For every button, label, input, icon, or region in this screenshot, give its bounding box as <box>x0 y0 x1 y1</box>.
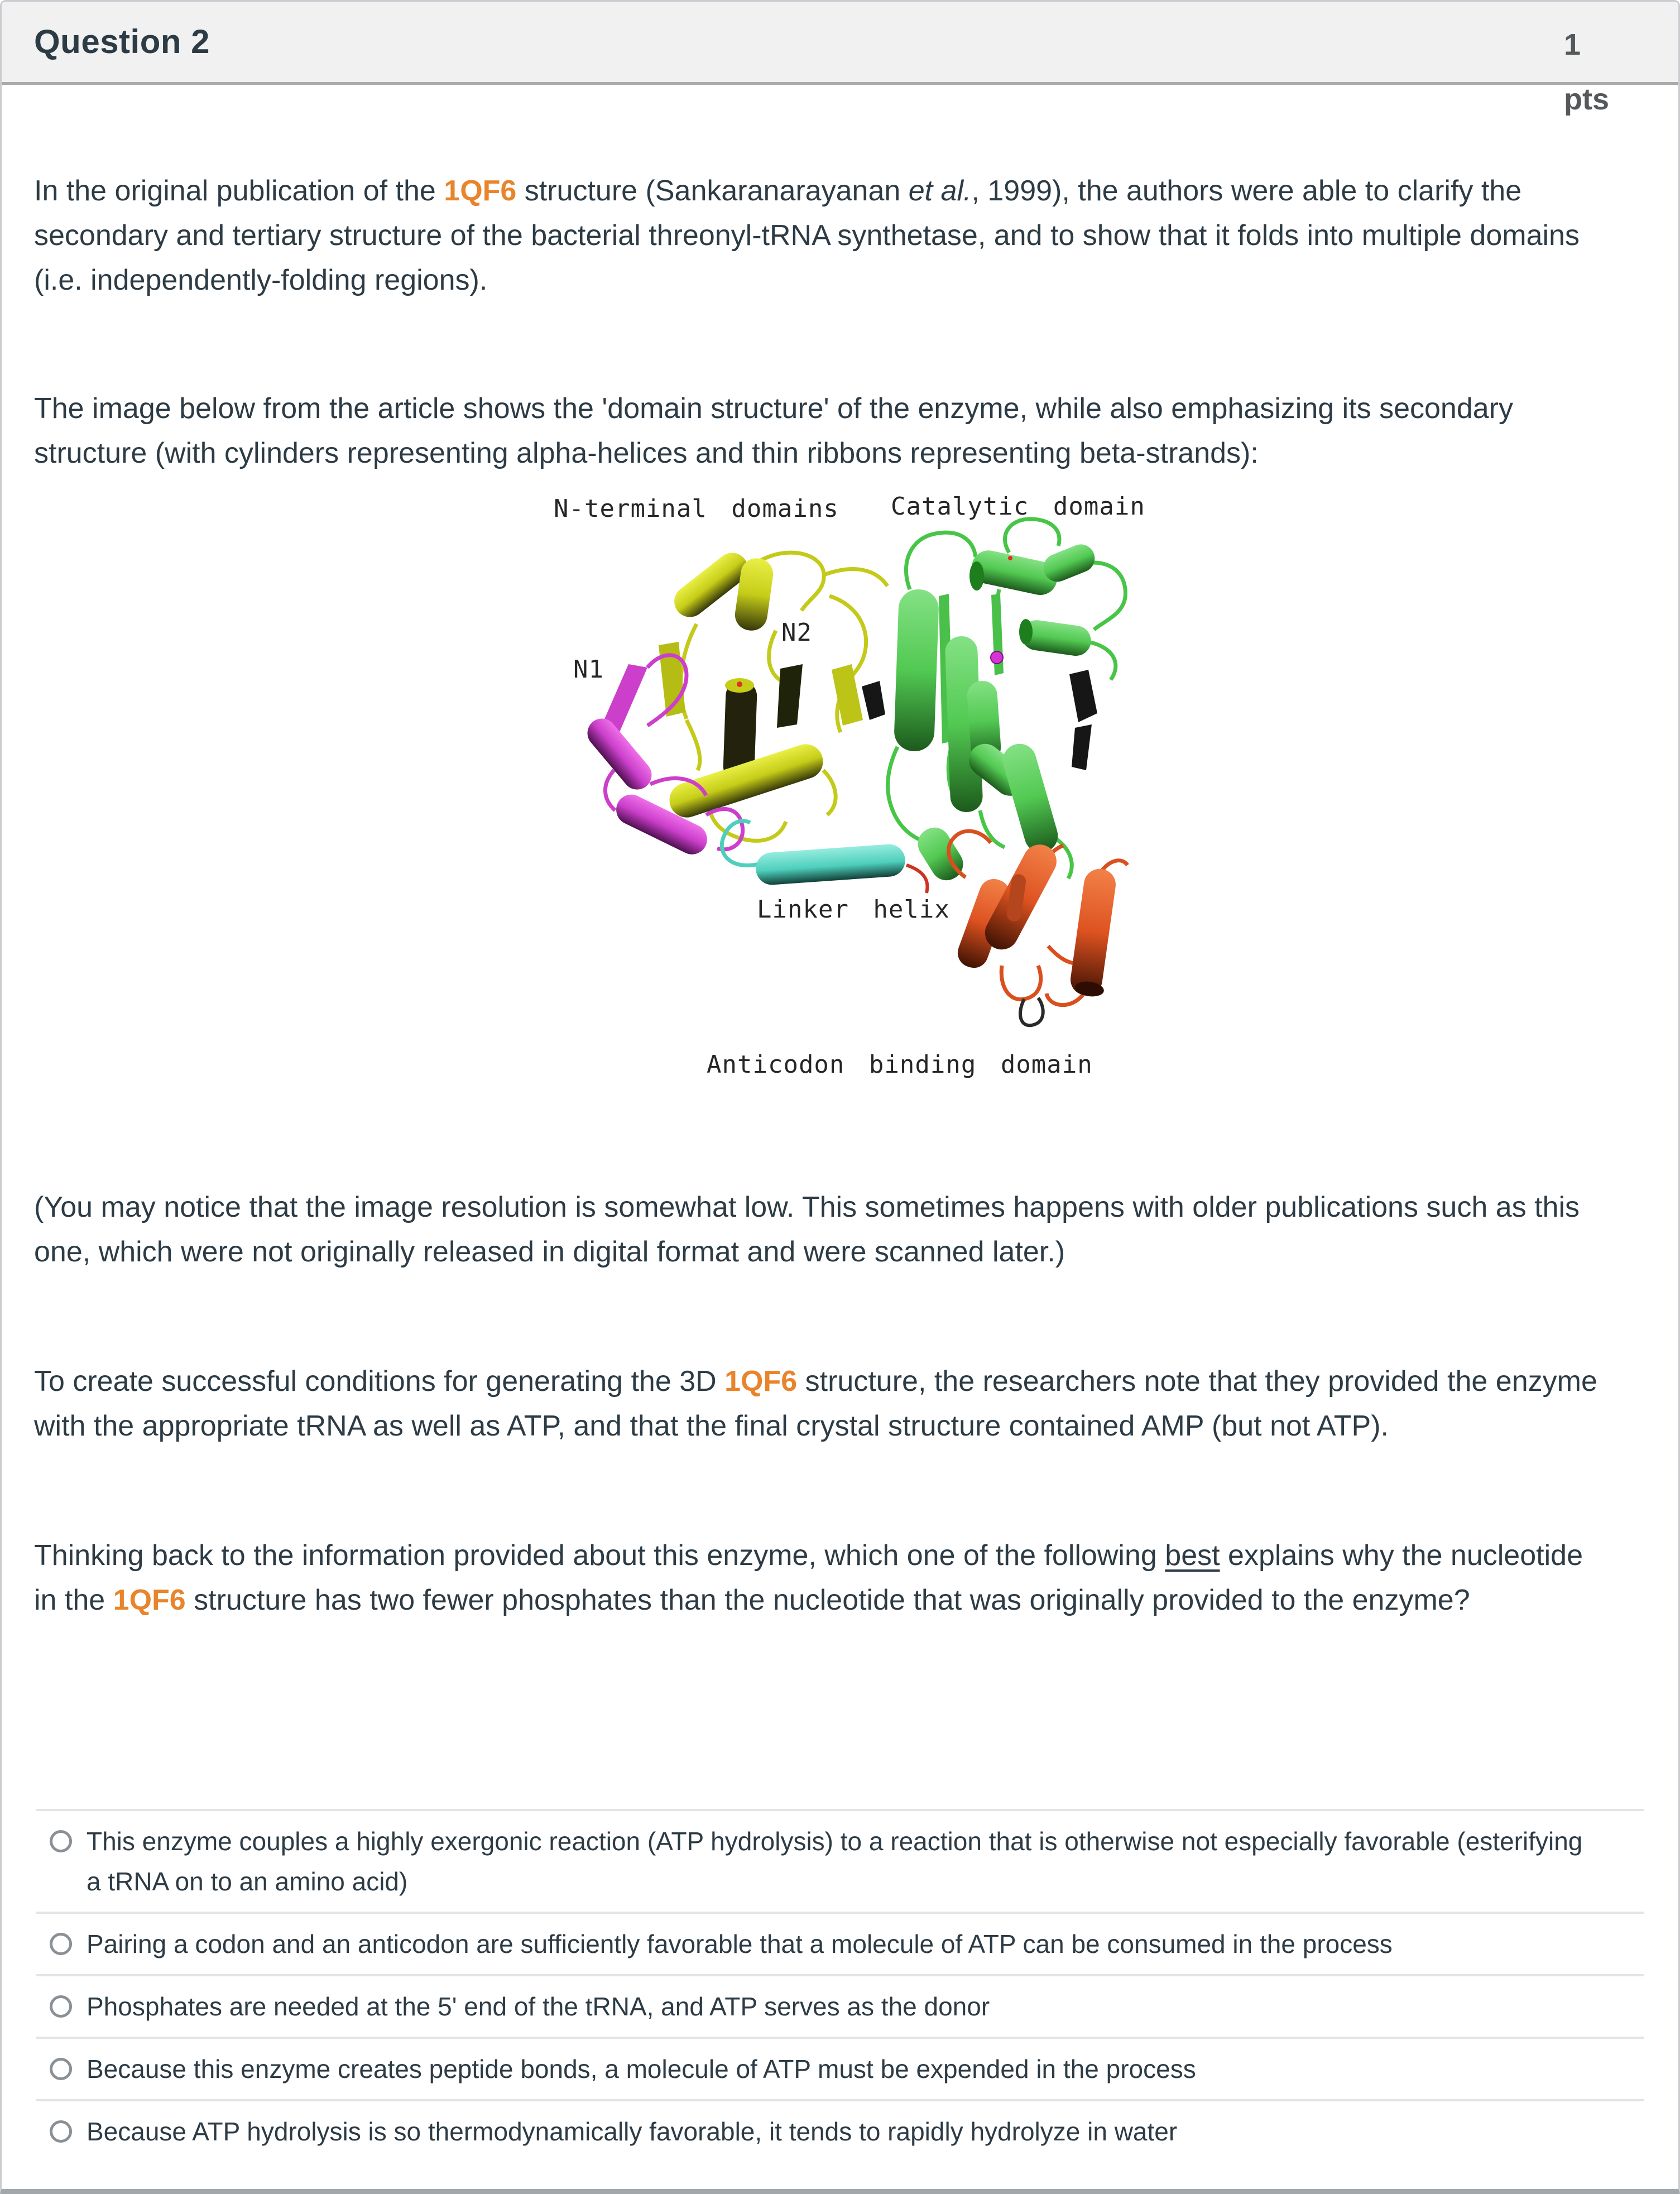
option-1-label[interactable]: This enzyme couples a highly exergonic reaction (ATP hydrolysis) to a reaction that is otherwise not especially favorable (esterifying a tRNA on to an amino acid) <box>87 1827 1583 1896</box>
metal-ion-sphere <box>991 651 1003 664</box>
question-points: 1 pts <box>1564 28 1609 116</box>
text-segment: best <box>1165 1539 1220 1572</box>
question-paragraph-4 <box>34 1359 1603 1448</box>
figure-protein-structure <box>519 480 1200 1086</box>
label-n2: N2 <box>781 618 812 647</box>
pdb-link-1qf6[interactable]: 1QF6 <box>724 1365 798 1398</box>
option-1-radio[interactable] <box>50 1830 72 1852</box>
answer-option-row <box>36 1912 1644 1974</box>
label-n1: N1 <box>573 655 604 684</box>
label-anticodon-binding-domain: Anticodon binding domain <box>707 1050 1093 1079</box>
text-segment: , 1999), the authors were able to clarify the secondary and tertiary structure of the bacterial threonyl-tRNA synthetase, and to show that it folds into multiple domains (i.e. independently-folding regions). <box>34 175 1580 296</box>
question-paragraph-3 <box>34 1185 1603 1274</box>
label-n-terminal-domains: N-terminal domains <box>554 495 839 523</box>
answer-option-row <box>36 1974 1644 2037</box>
text-segment: structure (Sankaranarayanan <box>516 175 909 207</box>
answer-option-row <box>36 1809 1644 1912</box>
n2-domain-shape <box>659 546 887 841</box>
text-segment: Thinking back to the information provided about this enzyme, which one of the following <box>34 1539 1165 1572</box>
label-linker-helix: Linker helix <box>757 895 950 924</box>
pdb-link-1qf6[interactable]: 1QF6 <box>113 1584 186 1616</box>
option-5-radio[interactable] <box>50 2120 72 2143</box>
pdb-link-1qf6[interactable]: 1QF6 <box>444 175 517 207</box>
option-3-radio[interactable] <box>50 1995 72 2018</box>
question-body <box>2 169 1678 1622</box>
option-2-radio[interactable] <box>50 1933 72 1955</box>
text-segment: structure has two fewer phosphates than the nucleotide that was originally provided to the enzyme? <box>185 1584 1470 1616</box>
catalytic-domain-shape <box>862 519 1125 886</box>
option-2-label[interactable]: Pairing a codon and an anticodon are sufficiently favorable that a molecule of ATP can be consumed in the process <box>87 1929 1393 1958</box>
option-4-label[interactable]: Because this enzyme creates peptide bonds, a molecule of ATP must be expended in the process <box>87 2054 1196 2083</box>
protein-cartoon-svg <box>519 480 1200 1086</box>
answer-option-row <box>36 2099 1644 2162</box>
answer-option-row <box>36 2037 1644 2099</box>
question-title: Question 2 <box>34 23 210 60</box>
answer-options <box>36 1809 1644 2162</box>
question-paragraph-2 <box>34 386 1603 476</box>
option-3-label[interactable]: Phosphates are needed at the 5' end of the tRNA, and ATP serves as the donor <box>87 1992 990 2021</box>
anticodon-domain-shape <box>949 831 1127 1025</box>
text-segment: et al. <box>908 175 972 207</box>
text-segment: To create successful conditions for generating the 3D <box>34 1365 725 1398</box>
text-segment: explains why the nucleotide in the <box>34 1539 1583 1616</box>
text-segment: In the original publication of the <box>34 175 444 207</box>
question-header <box>2 2 1678 116</box>
text-segment: structure, the researchers note that they provided the enzyme with the appropriate tRNA as well as ATP, and that the final crystal structure contained AMP (but not ATP). <box>34 1365 1597 1442</box>
linker-helix-shape <box>722 821 927 893</box>
label-catalytic-domain: Catalytic domain <box>891 492 1145 521</box>
text-segment: (You may notice that the image resolution is somewhat low. This sometimes happens with older publications such as this one, which were not originally released in digital format and were scanned later.) <box>34 1191 1580 1268</box>
question-paragraph-1 <box>34 169 1603 303</box>
option-5-label[interactable]: Because ATP hydrolysis is so thermodynamically favorable, it tends to rapidly hydrolyze in water <box>87 2117 1178 2146</box>
text-segment: The image below from the article shows the 'domain structure' of the enzyme, while also emphasizing its secondary structure (with cylinders representing alpha-helices and thin ribbons representing beta-strands): <box>34 392 1513 469</box>
question-paragraph-5 <box>34 1533 1603 1622</box>
option-4-radio[interactable] <box>50 2058 72 2080</box>
